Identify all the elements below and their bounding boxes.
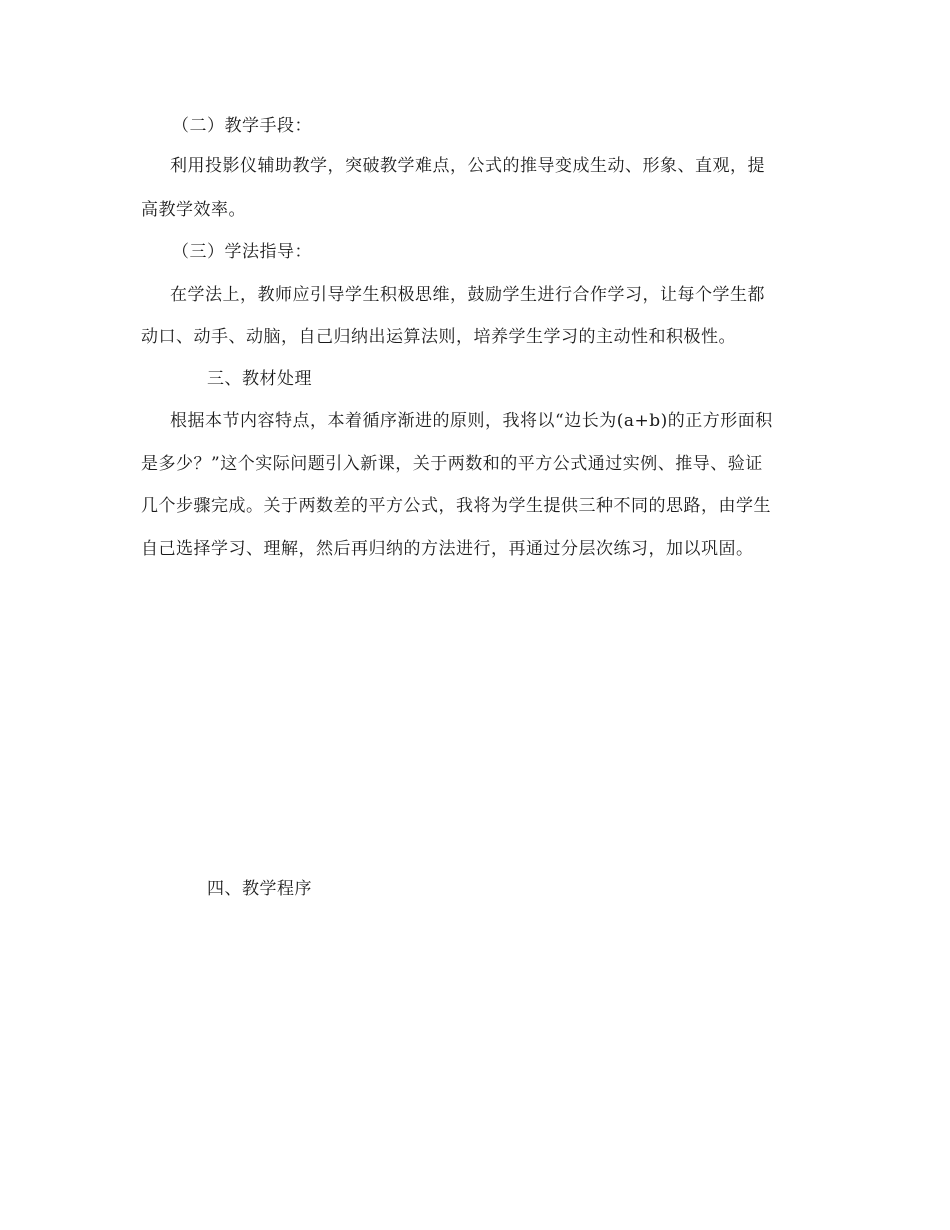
section-heading-teaching-procedure: 四、教学程序 [207,879,312,899]
paragraph-line: 在学法上，教师应引导学生积极思维，鼓励学生进行合作学习，让每个学生都 [170,285,765,305]
section-heading-textbook-processing: 三、教材处理 [207,369,312,389]
paragraph-line: 高教学效率。 [141,200,246,220]
paragraph-line: 根据本节内容特点，本着循序渐进的原则，我将以“边长为(a+b)的正方形面积 [170,411,773,431]
paragraph-line: 动口、动手、动脑，自己归纳出运算法则，培养学生学习的主动性和积极性。 [141,327,736,347]
section-heading-study-guidance: （三）学法指导： [172,242,312,262]
paragraph-line: 是多少？”这个实际问题引入新课，关于两数和的平方公式通过实例、推导、验证 [141,454,763,474]
paragraph-line: 利用投影仪辅助教学，突破教学难点，公式的推导变成生动、形象、直观，提 [170,156,765,176]
section-heading-teaching-means: （二）教学手段： [172,116,312,136]
paragraph-line: 几个步骤完成。关于两数差的平方公式，我将为学生提供三种不同的思路，由学生 [141,496,771,516]
paragraph-line: 自己选择学习、理解，然后再归纳的方法进行，再通过分层次练习，加以巩固。 [141,539,754,559]
